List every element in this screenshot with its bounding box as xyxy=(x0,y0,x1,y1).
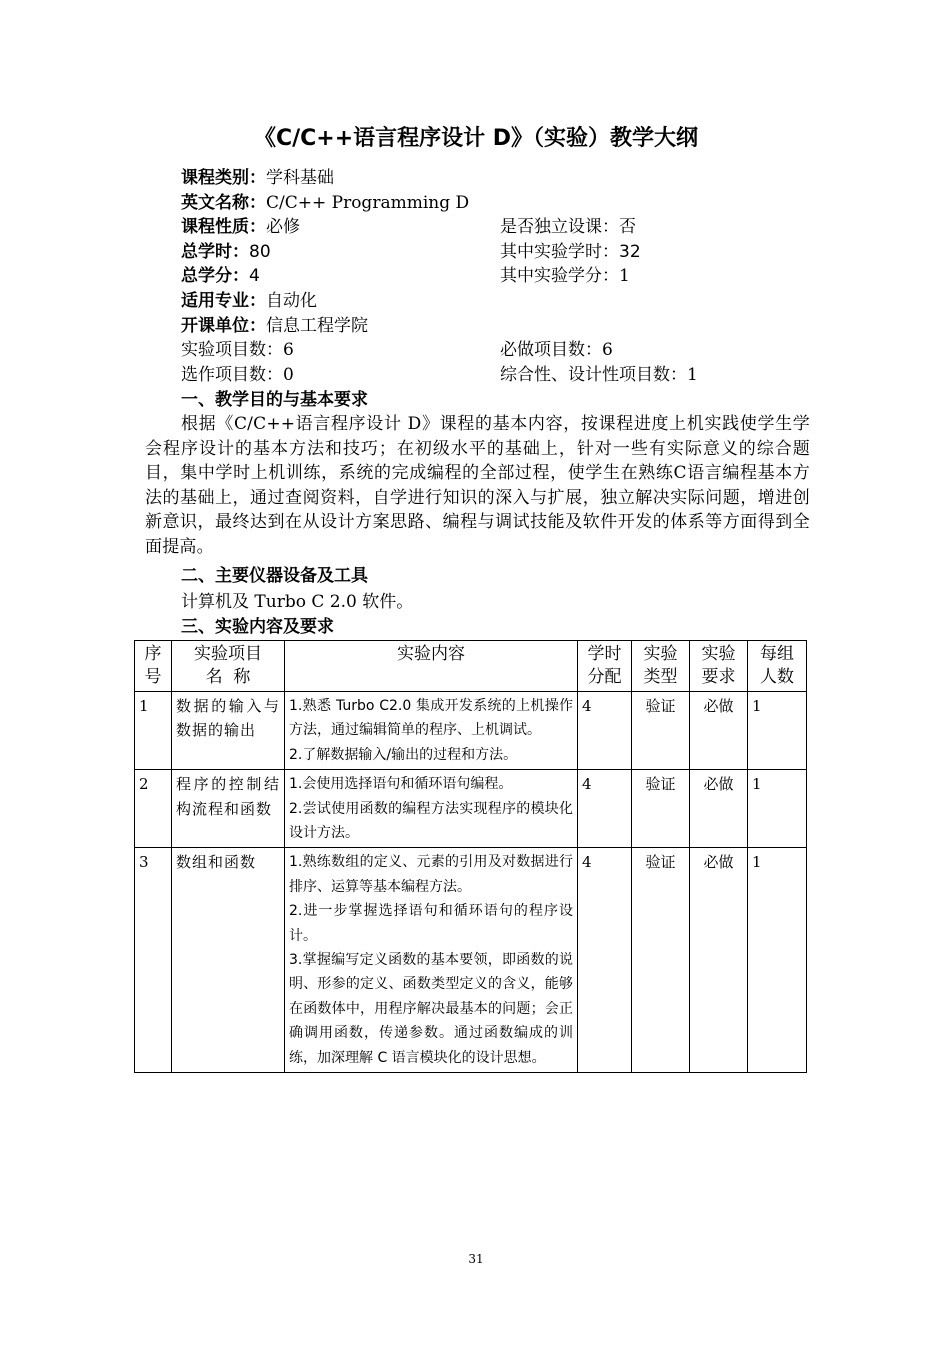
row-name: 数据的输入与数据的输出 xyxy=(172,692,285,770)
equipment-text: 计算机及 Turbo C 2.0 软件。 xyxy=(181,592,414,612)
row-hours: 4 xyxy=(578,692,632,770)
header-group: 每组 人数 xyxy=(748,641,807,692)
table-header-row xyxy=(135,641,807,692)
meta-unit: 开课单位：信息工程学院 xyxy=(181,315,368,336)
meta-independent: 是否独立设课：否 xyxy=(500,217,636,238)
header-type: 实验 类型 xyxy=(632,641,690,692)
meta-category: 课程类别：学科基础 xyxy=(181,168,334,188)
page-title: 《C/C++语言程序设计 D》（实验）教学大纲 xyxy=(253,126,699,151)
section-heading-equipment: 二、主要仪器设备及工具 xyxy=(181,566,368,586)
header-name: 实验项目 名 称 xyxy=(172,641,285,692)
objectives-paragraph: 根据《C/C++语言程序设计 D》课程的基本内容，按课程进度上机实践使学生学会程序设计的基本方法和技巧；在初级水平的基础上，针对一些有实际意义的综合题目，集中学时上机训练，系统的完成编程的全部过程，使学生在熟练C语言编程基本方法的基础上，通过查阅资料，自学进行知识的深入与扩展，独立解决实际问题，增进创新意识，最终达到在从设计方案思路、编程与调试技能及软件开发的体系等方面得到全面提高。 xyxy=(145,414,810,557)
row-group: 1 xyxy=(748,692,807,770)
row-no: 3 xyxy=(135,848,172,1073)
meta-required-count: 必做项目数：6 xyxy=(500,340,613,361)
row-content: 1.熟练数组的定义、元素的引用及对数据进行排序、运算等基本编程方法。 2.进一步掌握选择语句和循环语句的程序设计。 3.掌握编写定义函数的基本要领，即函数的说明、形参的定义、函数类型定义的含义，能够在函数体中，用程序解决最基本的问题；会正确调用函数，传递参数。通过函数编成的训练，加深理解 C 语言模块化的设计思想。 xyxy=(285,848,578,1073)
section-heading-content: 三、实验内容及要求 xyxy=(181,617,334,637)
table-row xyxy=(135,848,807,1073)
header-content: 实验内容 xyxy=(285,641,578,692)
meta-nature: 课程性质：必修 xyxy=(181,217,300,238)
table-row xyxy=(135,692,807,770)
row-name: 数组和函数 xyxy=(172,848,285,1073)
row-group: 1 xyxy=(748,848,807,1073)
page-number: 31 xyxy=(468,1252,484,1266)
row-req: 必做 xyxy=(690,770,748,848)
experiment-table xyxy=(134,640,807,1073)
row-hours: 4 xyxy=(578,770,632,848)
meta-english-name: 英文名称：C/C++ Programming D xyxy=(181,192,470,213)
row-content: 1.熟悉 Turbo C2.0 集成开发系统的上机操作方法，通过编辑简单的程序、上机调试。 2.了解数据输入/输出的过程和方法。 xyxy=(285,692,578,770)
meta-lab-credits: 其中实验学分：1 xyxy=(500,266,630,287)
table-row xyxy=(135,770,807,848)
row-req: 必做 xyxy=(690,692,748,770)
meta-total-credits: 总学分：4 xyxy=(181,266,260,287)
row-group: 1 xyxy=(748,770,807,848)
row-content: 1.会使用选择语句和循环语句编程。 2.尝试使用函数的编程方法实现程序的模块化设计方法。 xyxy=(285,770,578,848)
row-type: 验证 xyxy=(632,692,690,770)
row-type: 验证 xyxy=(632,848,690,1073)
header-no: 序 号 xyxy=(135,641,172,692)
row-name: 程序的控制结构流程和函数 xyxy=(172,770,285,848)
row-req: 必做 xyxy=(690,848,748,1073)
row-hours: 4 xyxy=(578,848,632,1073)
header-req: 实验 要求 xyxy=(690,641,748,692)
section-heading-objectives: 一、教学目的与基本要求 xyxy=(181,390,368,410)
row-no: 1 xyxy=(135,692,172,770)
meta-design-count: 综合性、设计性项目数：1 xyxy=(500,364,698,385)
row-type: 验证 xyxy=(632,770,690,848)
meta-project-count: 实验项目数：6 xyxy=(181,340,294,361)
meta-lab-hours: 其中实验学时：32 xyxy=(500,241,641,262)
meta-elective-count: 选作项目数：0 xyxy=(181,364,294,385)
meta-total-hours: 总学时：80 xyxy=(181,241,271,262)
header-hours: 学时 分配 xyxy=(578,641,632,692)
meta-major: 适用专业：自动化 xyxy=(181,291,317,311)
row-no: 2 xyxy=(135,770,172,848)
